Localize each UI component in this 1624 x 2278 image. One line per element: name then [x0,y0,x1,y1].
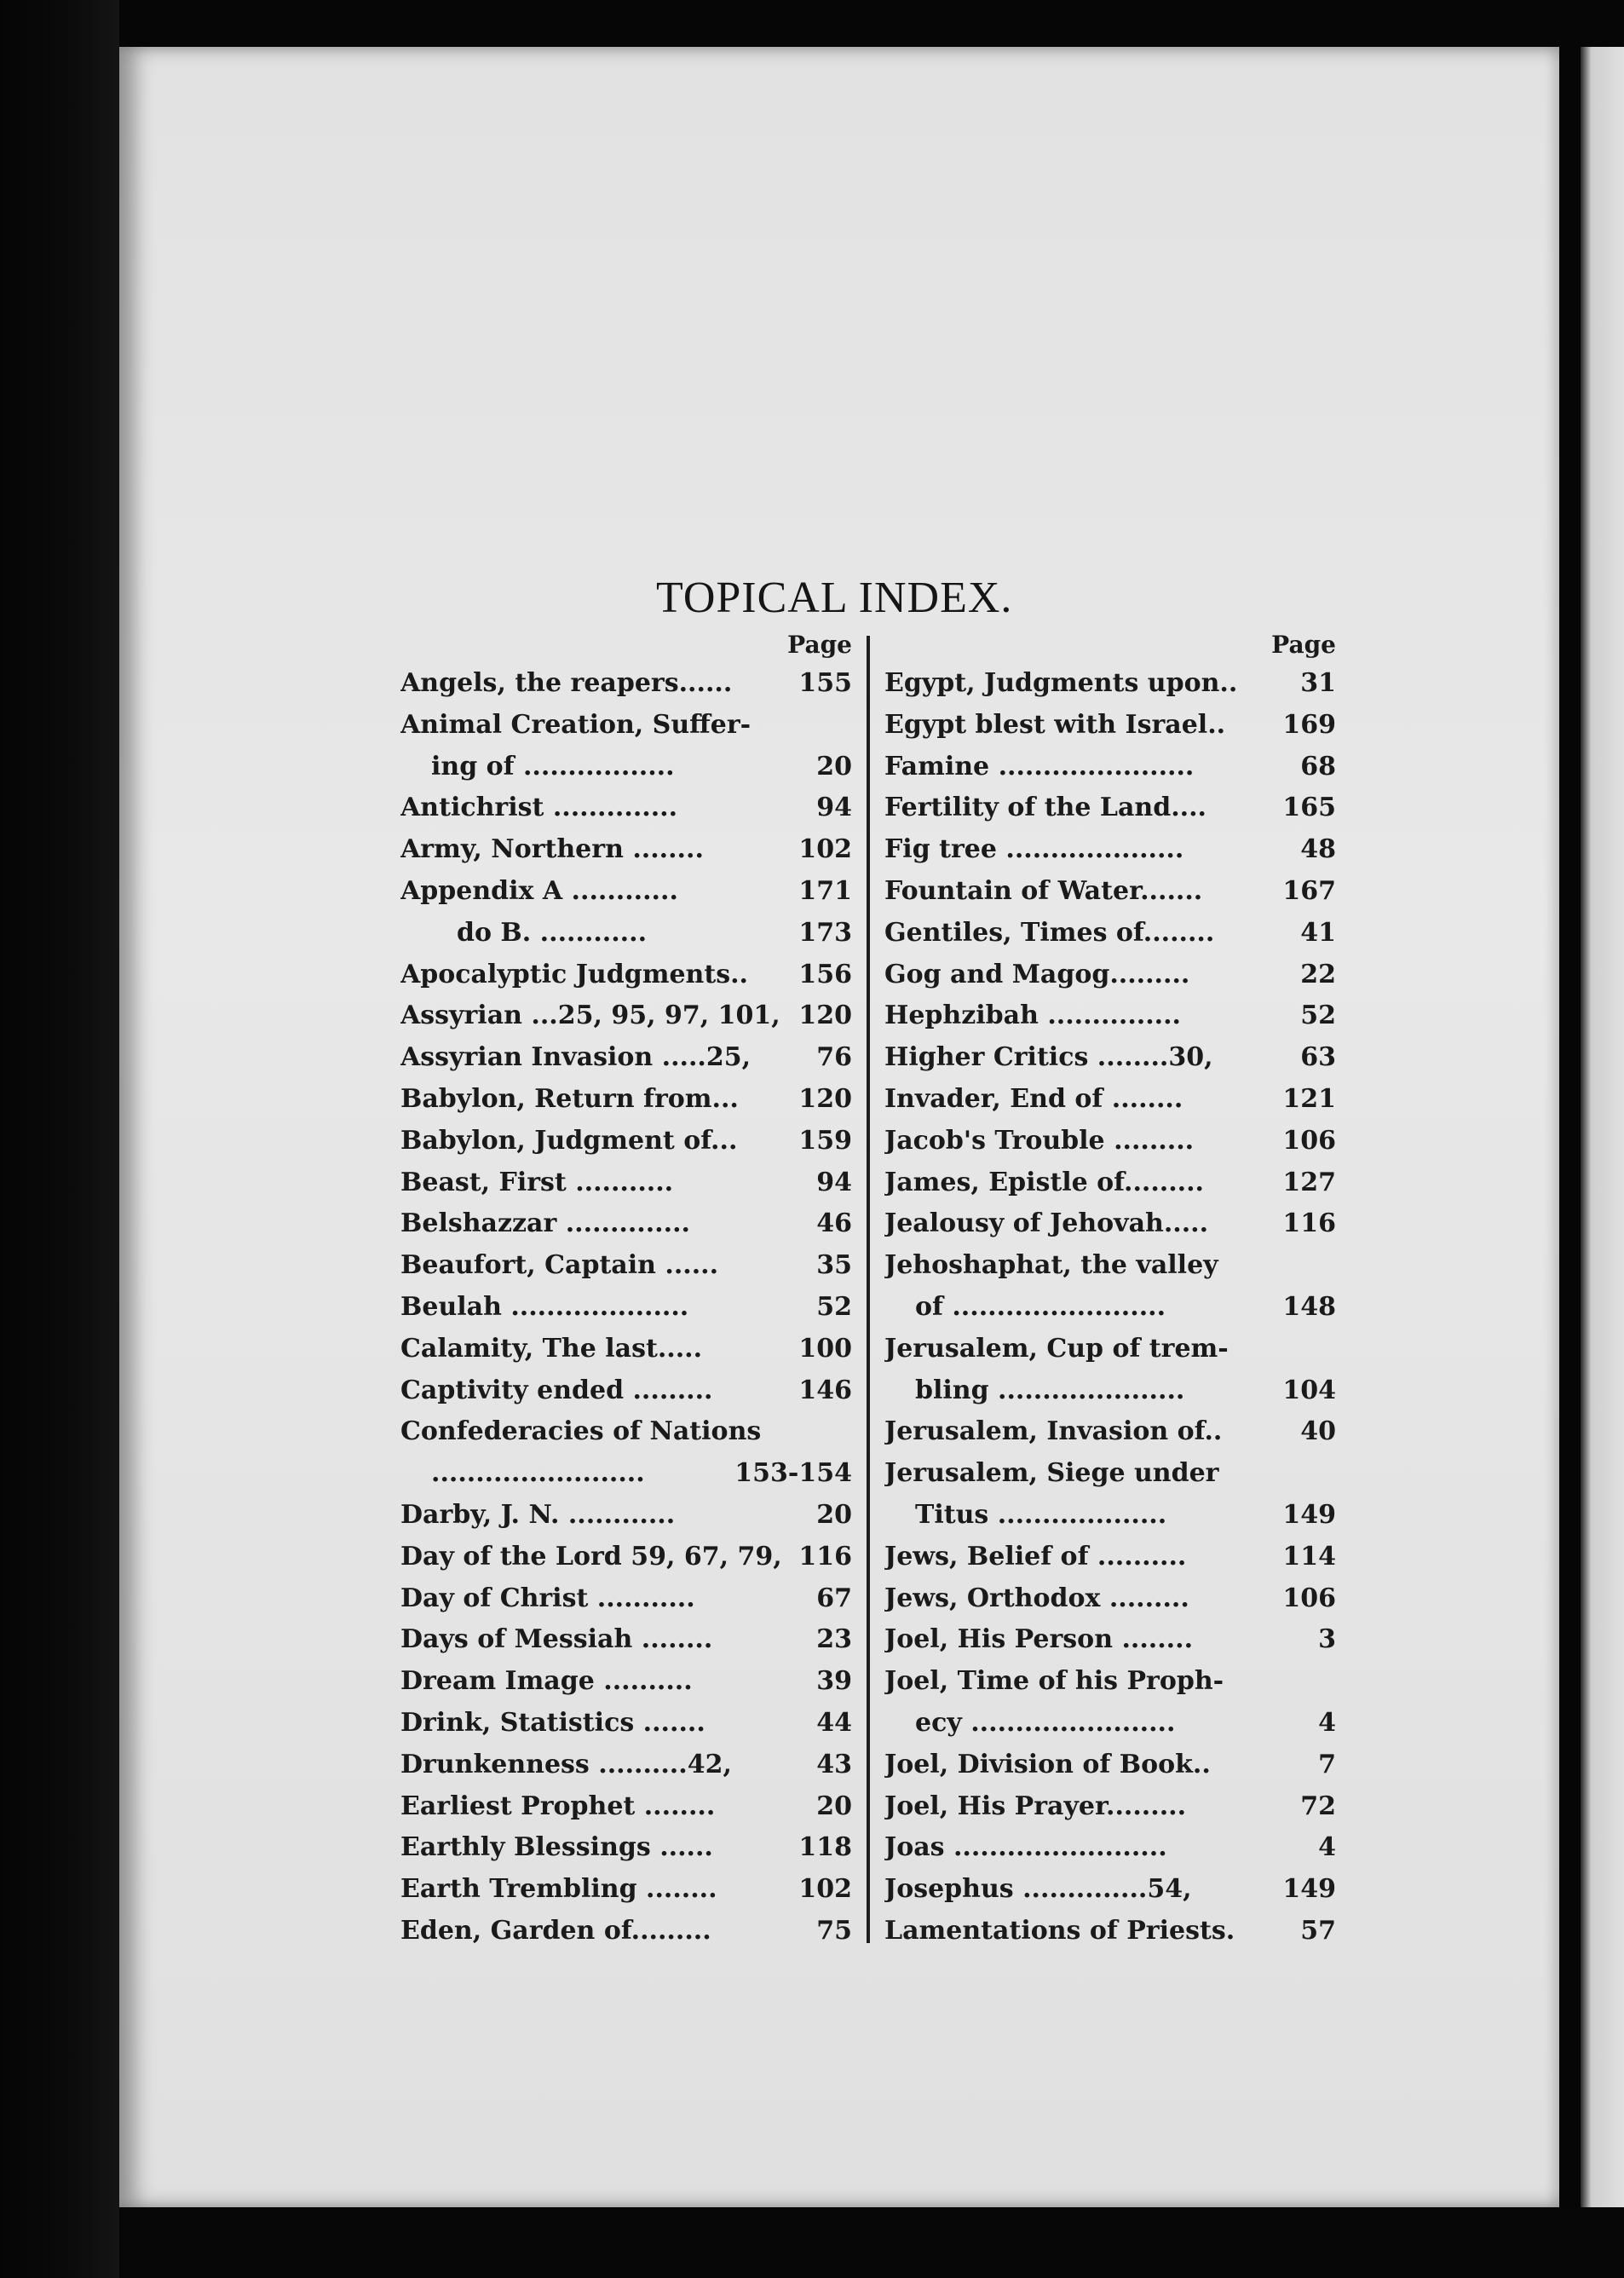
index-entry [400,1786,852,1828]
index-entry [400,663,852,705]
index-entry-pages: 20 [816,751,852,781]
index-entry-pages: 155 [798,668,852,698]
index-entry-topic: Dream Image .......... [400,1666,693,1697]
index-entry-pages: 75 [816,1915,852,1946]
index-entry [884,1453,1336,1495]
index-entry-topic: Assyrian ...25, 95, 97, 101, [400,1001,780,1031]
index-entry-topic: Jerusalem, Cup of trem- [884,1333,1229,1364]
index-entry-topic: of ........................ [915,1291,1166,1322]
index-entry-topic: Jerusalem, Siege under [884,1458,1219,1489]
index-entry [400,995,852,1037]
index-entry-topic: Apocalyptic Judgments.. [400,959,748,989]
index-entry-pages: 106 [1282,1125,1336,1156]
index-entry [400,1619,852,1661]
index-entry-pages: 20 [816,1499,852,1530]
index-entry [400,871,852,913]
index-entry [400,1745,852,1786]
index-entry [884,913,1336,954]
book-bottom-edge [119,2207,1624,2278]
index-entry-pages: 94 [816,1167,852,1197]
index-entry-pages: 48 [1300,834,1336,865]
index-entry [400,747,852,788]
index-entry [884,871,1336,913]
index-entry-pages: 68 [1300,751,1336,781]
index-entry [884,1037,1336,1079]
index-entry [884,1537,1336,1578]
index-entry-pages [1327,1329,1336,1370]
page-title: TOPICAL INDEX. [656,573,1013,622]
index-entry-topic: do B. ............ [457,917,648,948]
column-header-page: Page [1271,631,1336,659]
index-entry-pages: 94 [816,793,852,823]
index-entry-topic: ........................ [431,1458,645,1489]
index-entry-topic: Earth Trembling ........ [400,1874,717,1905]
index-entry-pages: 148 [1282,1291,1336,1322]
index-entry-topic: Day of the Lord 59, 67, 79, [400,1541,782,1572]
index-list-left [400,663,852,1952]
index-entry-topic: Josephus ..............54, [884,1874,1192,1905]
index-entry [400,1495,852,1537]
index-entry [400,1578,852,1620]
index-entry-topic: Joas ........................ [884,1832,1167,1863]
index-entry [884,1786,1336,1828]
index-entry-pages: 114 [1282,1541,1336,1572]
index-entry [400,787,852,829]
index-entry-pages: 106 [1282,1583,1336,1613]
index-entry-pages: 39 [816,1666,852,1697]
index-entry-topic: Higher Critics ........30, [884,1042,1213,1073]
index-entry-pages: 46 [816,1208,852,1239]
index-entry-topic: Earthly Blessings ...... [400,1832,713,1863]
index-entry-pages: 167 [1282,875,1336,906]
index-entry [400,1203,852,1245]
index-entry [400,1287,852,1329]
index-entry-topic: Appendix A ............ [400,875,678,906]
index-entry [884,1203,1336,1245]
index-entry [884,1287,1336,1329]
index-entry-topic: Famine ...................... [884,751,1195,781]
index-entry [884,1370,1336,1412]
index-entry-topic: Joel, Time of his Proph- [884,1666,1224,1697]
index-entry-topic: Drink, Statistics ....... [400,1707,705,1738]
index-entry [400,1370,852,1412]
index-entry-topic: Invader, End of ........ [884,1083,1183,1114]
index-entry [884,1703,1336,1745]
index-entry [884,1079,1336,1121]
index-entry-topic: James, Epistle of......... [884,1167,1204,1197]
index-entry [400,1703,852,1745]
index-entry-topic: Captivity ended ......... [400,1375,713,1405]
facing-page-edge [1581,47,1624,2207]
index-entry-pages: 159 [798,1125,852,1156]
index-column-left [400,631,852,1952]
index-entry-pages [844,1411,852,1453]
index-entry [884,1911,1336,1952]
index-entry-topic: Egypt blest with Israel.. [884,709,1226,740]
index-entry [400,1911,852,1952]
index-entry-pages: 146 [798,1375,852,1405]
index-entry-topic: Egypt, Judgments upon.. [884,668,1238,698]
index-entry-pages: 44 [816,1707,852,1738]
index-entry [400,1329,852,1370]
index-entry-pages: 52 [816,1291,852,1322]
index-entry-pages: 171 [798,875,852,906]
index-entry-topic: Antichrist .............. [400,793,678,823]
index-entry [884,663,1336,705]
index-entry-topic: Babylon, Judgment of... [400,1125,738,1156]
index-entry-pages: 120 [798,1083,852,1114]
index-entry-topic: Beast, First ........... [400,1167,674,1197]
index-entry-pages: 67 [816,1583,852,1613]
column-header-page: Page [787,631,852,659]
index-entry [400,1079,852,1121]
index-entry-topic: Jews, Orthodox ......... [884,1583,1189,1613]
index-entry [400,1245,852,1287]
index-entry [884,1411,1336,1453]
index-entry-pages: 156 [798,959,852,989]
index-entry-pages [1327,1453,1336,1495]
index-entry-pages: 127 [1282,1167,1336,1197]
index-entry-topic: Jealousy of Jehovah..... [884,1208,1209,1239]
index-entry-topic: Jacob's Trouble ......... [884,1125,1195,1156]
index-entry-topic: Lamentations of Priests. [884,1915,1235,1946]
index-entry-pages: 169 [1282,709,1336,740]
index-entry-topic: Drunkenness ..........42, [400,1749,732,1779]
index-entry-pages: 100 [798,1333,852,1364]
index-entry [884,1162,1336,1204]
index-entry-topic: Fertility of the Land.... [884,793,1206,823]
index-entry [884,1578,1336,1620]
index-entry-pages [1327,1661,1336,1703]
index-entry [884,1495,1336,1537]
index-entry [400,829,852,871]
index-entry [884,995,1336,1037]
index-entry-topic: Day of Christ ........... [400,1583,695,1613]
index-entry-pages: 4 [1318,1707,1336,1738]
index-entry-pages: 173 [798,917,852,948]
index-entry-topic: Army, Northern ........ [400,834,704,865]
index-entry-pages: 149 [1282,1874,1336,1905]
index-entry [400,913,852,954]
index-entry-topic: Joel, Division of Book.. [884,1749,1211,1779]
index-entry-pages: 20 [816,1791,852,1821]
index-entry [884,747,1336,788]
index-entry-topic: Jews, Belief of .......... [884,1541,1187,1572]
index-entry [400,1162,852,1204]
index-entry-topic: Jehoshaphat, the valley [884,1250,1218,1281]
index-entry-pages: 72 [1300,1791,1336,1821]
index-entry-topic: Gog and Magog......... [884,959,1190,989]
index-entry-pages: 149 [1282,1499,1336,1530]
index-entry-topic: Fountain of Water....... [884,875,1203,906]
index-entry-pages: 116 [798,1541,852,1572]
index-entry [884,705,1336,747]
index-entry-pages: 165 [1282,793,1336,823]
index-entry-pages: 4 [1318,1832,1336,1863]
index-entry-topic: Titus ................... [915,1499,1167,1530]
index-entry-pages: 104 [1282,1375,1336,1405]
index-entry [884,787,1336,829]
index-column-right [884,631,1336,1952]
index-entry [400,1869,852,1911]
index-entry-topic: ing of ................. [431,751,675,781]
index-entry [884,1745,1336,1786]
index-entry-pages [1327,1245,1336,1287]
index-entry-pages: 3 [1318,1624,1336,1655]
index-entry-topic: Eden, Garden of......... [400,1915,711,1946]
index-entry-topic: Angels, the reapers...... [400,668,733,698]
index-entry-pages: 35 [816,1250,852,1281]
index-entry-topic: Darby, J. N. ............ [400,1499,676,1530]
index-entry-pages: 22 [1300,959,1336,989]
index-entry [400,1037,852,1079]
index-entry-pages: 153-154 [734,1458,852,1489]
index-entry-topic: Joel, His Prayer......... [884,1791,1187,1821]
index-entry-pages: 63 [1300,1042,1336,1073]
index-entry-pages: 102 [798,1874,852,1905]
index-entry-pages: 23 [816,1624,852,1655]
index-list-right [884,663,1336,1952]
index-entry [884,829,1336,871]
index-entry-topic: bling ..................... [915,1375,1185,1405]
index-entry-pages: 40 [1300,1416,1336,1447]
index-entry [400,1453,852,1495]
index-entry [884,1329,1336,1370]
index-entry-topic: ecy ....................... [915,1707,1176,1738]
index-entry-topic: Animal Creation, Suffer- [400,709,752,740]
index-entry-topic: Calamity, The last..... [400,1333,703,1364]
index-entry-topic: Babylon, Return from... [400,1083,739,1114]
index-entry-pages: 121 [1282,1083,1336,1114]
index-entry [400,954,852,996]
index-entry [400,1121,852,1162]
index-entry-pages: 76 [816,1042,852,1073]
index-entry-topic: Beulah .................... [400,1291,689,1322]
index-entry-topic: Hephzibah ............... [884,1001,1181,1031]
index-entry-topic: Joel, His Person ........ [884,1624,1194,1655]
index-entry-pages: 31 [1300,668,1336,698]
index-entry [884,1245,1336,1287]
index-entry-topic: Confederacies of Nations [400,1416,762,1447]
index-entry-topic: Beaufort, Captain ...... [400,1250,719,1281]
index-entry-pages: 52 [1300,1001,1336,1031]
index-entry-pages: 116 [1282,1208,1336,1239]
index-entry [884,1619,1336,1661]
index-entry-pages: 57 [1300,1915,1336,1946]
index-entry [884,1121,1336,1162]
index-entry-pages: 7 [1318,1749,1336,1779]
index-entry [400,1661,852,1703]
index-entry-topic: Days of Messiah ........ [400,1624,713,1655]
index-entry-pages: 118 [798,1832,852,1863]
index-entry-pages: 43 [816,1749,852,1779]
index-entry-pages: 41 [1300,917,1336,948]
index-entry-topic: Assyrian Invasion .....25, [400,1042,752,1073]
index-entry-pages: 120 [798,1001,852,1031]
index-entry [400,1411,852,1453]
index-entry [400,1827,852,1869]
index-entry [884,1869,1336,1911]
index-entry-topic: Fig tree .................... [884,834,1184,865]
column-divider [867,636,870,1943]
index-entry-pages [844,705,852,747]
index-entry-topic: Gentiles, Times of........ [884,917,1215,948]
index-entry [400,705,852,747]
index-entry-topic: Jerusalem, Invasion of.. [884,1416,1223,1447]
book-spine [0,0,119,2278]
index-entry [884,1661,1336,1703]
index-entry [884,1827,1336,1869]
index-entry-topic: Earliest Prophet ........ [400,1791,716,1821]
index-entry-topic: Belshazzar .............. [400,1208,690,1239]
index-entry [884,954,1336,996]
index-entry [400,1537,852,1578]
index-entry-pages: 102 [798,834,852,865]
